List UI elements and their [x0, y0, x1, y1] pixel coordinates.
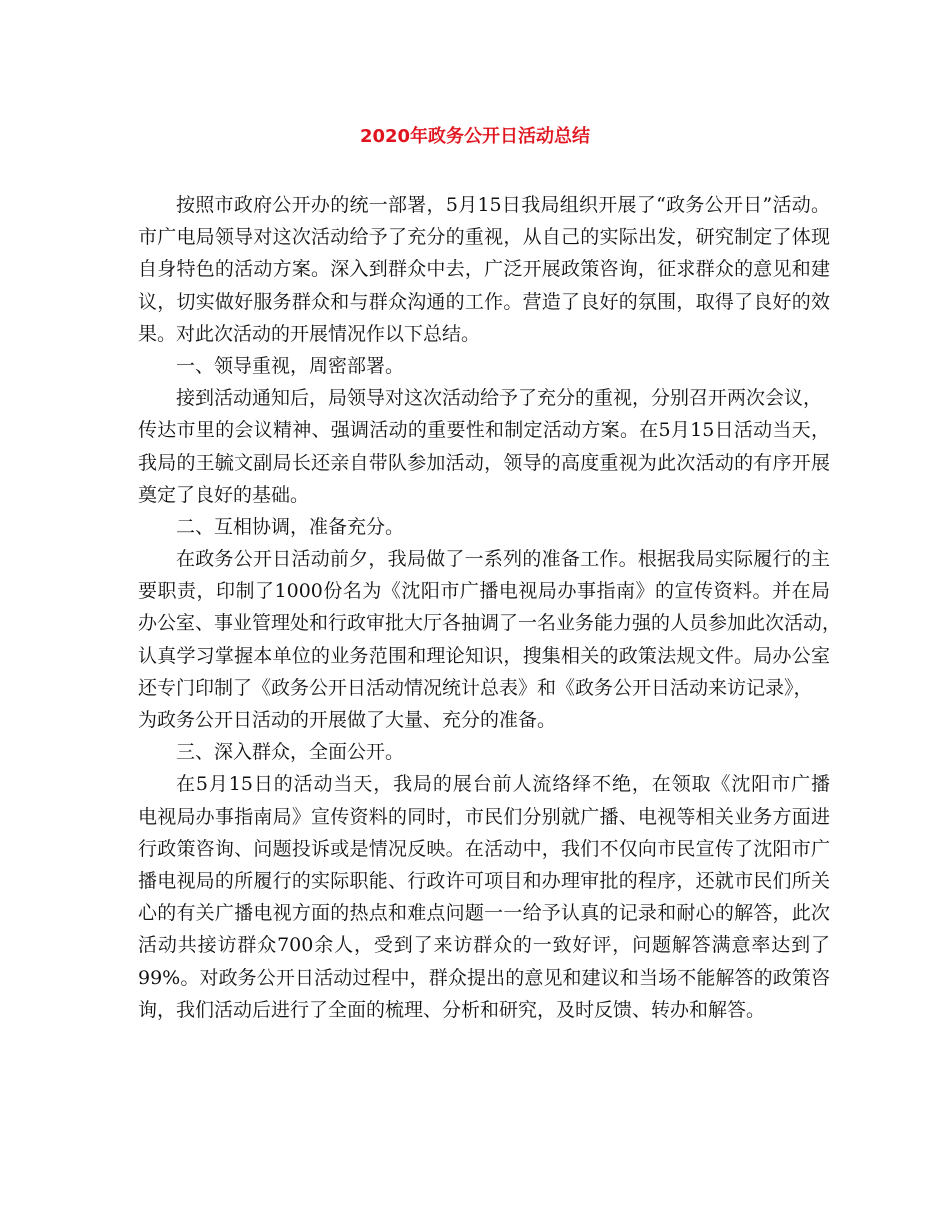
- paragraph-line: 接到活动通知后，局领导对这次活动给予了充分的重视，分别召开两次会议，: [176, 387, 823, 410]
- paragraph-line: 行政策咨询、问题投诉或是情况反映。在活动中，我们不仅向市民宣传了沈阳市广: [138, 837, 830, 860]
- paragraph-line: 果。对此次活动的开展情况作以下总结。: [138, 322, 481, 345]
- document-title: 2020年政务公开日活动总结: [359, 126, 591, 147]
- paragraph-line: 活动共接访群众700余人，受到了来访群众的一致好评，问题解答满意率达到了: [138, 934, 830, 957]
- paragraph-line: 要职责，印制了1000份名为《沈阳市广播电视局办事指南》的宣传资料。并在局: [138, 580, 830, 603]
- paragraph-line: 按照市政府公开办的统一部署，5月15日我局组织开展了“政务公开日”活动。: [176, 194, 830, 216]
- paragraph-line: 自身特色的活动方案。深入到群众中去，广泛开展政策咨询，征求群众的意见和建: [138, 258, 830, 281]
- paragraph-line: 电视局办事指南局》宣传资料的同时，市民们分别就广播、电视等相关业务方面进: [138, 805, 830, 828]
- paragraph-line: 市广电局领导对这次活动给予了充分的重视，从自己的实际出发，研究制定了体现: [138, 226, 830, 249]
- paragraph-line: 询，我们活动后进行了全面的梳理、分析和研究，及时反馈、转办和解答。: [138, 998, 766, 1021]
- paragraph-line: 认真学习掌握本单位的业务范围和理论知识，搜集相关的政策法规文件。局办公室: [138, 644, 830, 667]
- paragraph-line: 我局的王毓文副局长还亲自带队参加活动，领导的高度重视为此次活动的有序开展: [138, 451, 830, 474]
- section-heading: 一、领导重视，周密部署。: [176, 354, 405, 377]
- paragraph-line: 议，切实做好服务群众和与群众沟通的工作。营造了良好的氛围，取得了良好的效: [138, 290, 830, 313]
- section-heading: 三、深入群众，全面公开。: [176, 741, 405, 764]
- paragraph-line: 办公室、事业管理处和行政审批大厅各抽调了一名业务能力强的人员参加此次活动，: [138, 612, 842, 635]
- paragraph-line: 传达市里的会议精神、强调活动的重要性和制定活动方案。在5月15日活动当天，: [138, 419, 830, 442]
- paragraph-line: 播电视局的所履行的实际职能、行政许可项目和办理审批的程序，还就市民们所关: [138, 869, 830, 892]
- document-body: [138, 189, 842, 1026]
- paragraph-line: 还专门印制了《政务公开日活动情况统计总表》和《政务公开日活动来访记录》，: [138, 676, 813, 699]
- paragraph-line: 在政务公开日活动前夕，我局做了一系列的准备工作。根据我局实际履行的主: [176, 548, 830, 571]
- paragraph-line: 为政务公开日活动的开展做了大量、充分的准备。: [138, 709, 557, 731]
- section-heading: 二、互相协调，准备充分。: [176, 515, 405, 538]
- paragraph-line: 奠定了良好的基础。: [138, 483, 310, 506]
- paragraph-line: 心的有关广播电视方面的热点和难点问题一一给予认真的记录和耐心的解答，此次: [138, 902, 830, 925]
- paragraph-line: 在5月15日的活动当天，我局的展台前人流络绎不绝，在领取《沈阳市广播: [176, 773, 830, 796]
- paragraph-line: 99%。对政务公开日活动过程中，群众提出的意见和建议和当场不能解答的政策咨: [138, 966, 830, 989]
